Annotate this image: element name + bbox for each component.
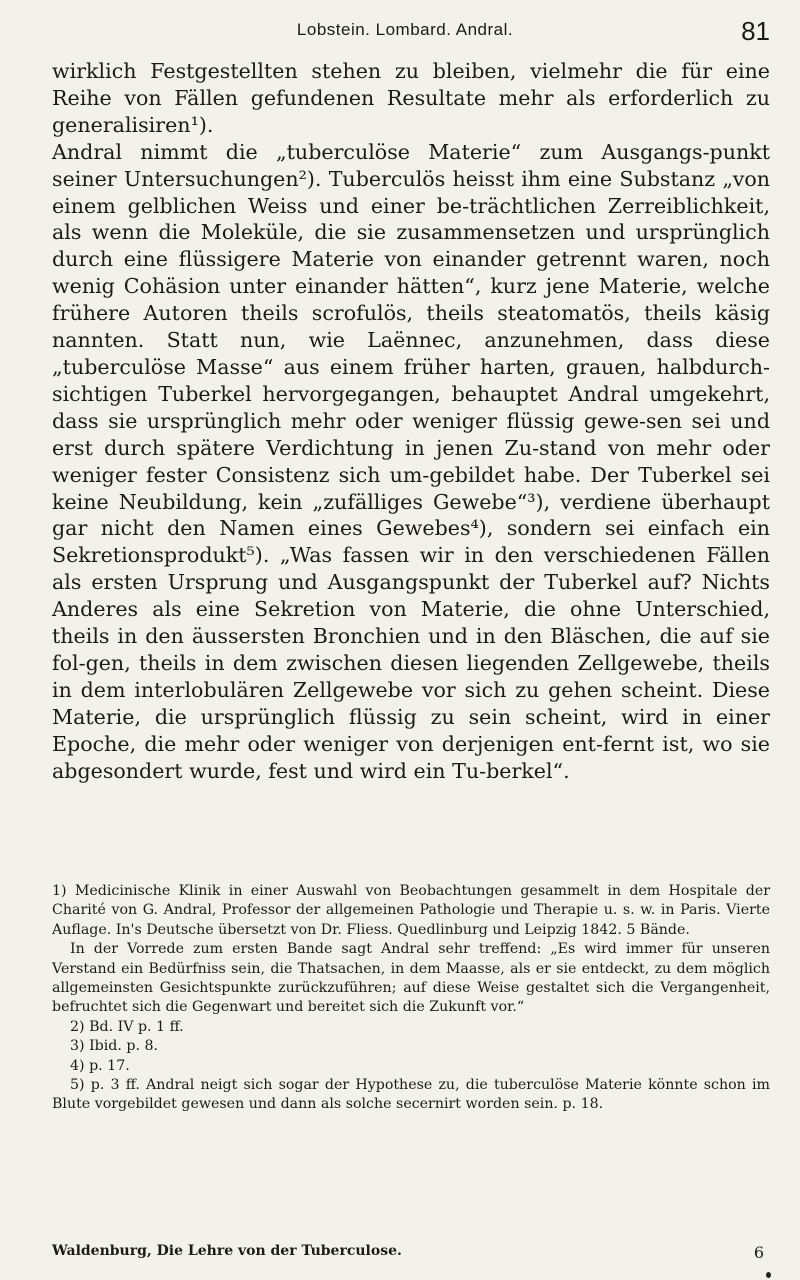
ink-spot: [766, 1272, 771, 1278]
footnote: 1) Medicinische Klinik in einer Auswahl von Beobachtungen gesammelt in dem Hospitale der Charité von G. Andral, Professor der allgemeinen Pathologie und Therapie u. s. w. in Paris. Vierte Auflage. In's Deutsche übersetzt von Dr. Fliess. Quedlinburg und Leipzig 1842. 5 Bände.: [52, 883, 770, 938]
paragraph: wirklich Festgestellten stehen zu bleiben, vielmehr die für eine Reihe von Fällen gefundenen Resultate mehr als erforderlich zu generalisiren¹).: [52, 59, 770, 137]
page-header: [40, 16, 770, 52]
page-number: 81: [741, 16, 770, 46]
running-title: Lobstein. Lombard. Andral.: [296, 20, 514, 39]
footnote: 4) p. 17.: [70, 1057, 130, 1074]
footnote: 5) p. 3 ff. Andral neigt sich sogar der Hypothese zu, die tuberculöse Materie könnte schon im Blute vorgebildet gewesen und dann als solche secernirt worden sein. p. 18.: [52, 1077, 770, 1113]
footnote: 2) Bd. IV p. 1 ff.: [70, 1018, 184, 1035]
sheet-number: 6: [753, 1243, 764, 1262]
page-footer: [52, 1243, 770, 1267]
main-text: [52, 58, 770, 784]
printer-signature: Waldenburg, Die Lehre von der Tuberculose.: [52, 1243, 402, 1259]
paragraph: Andral nimmt die „tuberculöse Materie“ zum Ausgangs-punkt seiner Untersuchungen²). Tuberculös heisst ihm eine Substanz „von einem gelblichen Weiss und einer be-trächtlichen Zerreiblichkeit, als wenn die Moleküle, die sie zusammensetzen und ursprünglich durch eine flüssigere Materie von einander getrennt waren, noch wenig Cohäsion unter einander hätten“, kurz jene Materie, welche frühere Autoren theils scrofulös, theils steatomatös, theils käsig nannten. Statt nun, wie Laënnec, anzunehmen, dass diese „tuberculöse Masse“ aus einem früher harten, grauen, halbdurch-sichtigen Tuberkel hervorgegangen, behauptet Andral umgekehrt, dass sie ursprünglich mehr oder weniger flüssig gewe-sen sei und erst durch spätere Verdichtung in jenen Zu-stand von mehr oder weniger fester Consistenz sich um-gebildet habe. Der Tuberkel sei keine Neubildung, kein „zufälliges Gewebe“³), verdiene überhaupt gar nicht den Namen eines Gewebes⁴), sondern sei einfach ein Sekretionsprodukt⁵). „Was fassen wir in den verschiedenen Fällen als ersten Ursprung und Ausgangspunkt der Tuberkel auf? Nichts Anderes als eine Sekretion von Materie, die ohne Unterschied, theils in den äussersten Bronchien und in den Bläschen, die auf sie fol-gen, theils in dem zwischen diesen liegenden Zellgewebe, theils in dem interlobulären Zellgewebe vor sich zu gehen scheint. Diese Materie, die ursprünglich flüssig zu sein scheint, wird in einer Epoche, die mehr oder weniger von derjenigen ent-fernt ist, wo sie abgesondert wurde, fest und wird ein Tu-berkel“.: [52, 139, 770, 783]
footnotes: [52, 882, 770, 1115]
footnote: 3) Ibid. p. 8.: [70, 1038, 159, 1055]
footnote-continuation: In der Vorrede zum ersten Bande sagt Andral sehr treffend: „Es wird immer für unseren Verstand ein Bedürfniss sein, die Thatsachen, in dem Maasse, als er sie entdeckt, zu dem möglich allgemeinsten Gesichtspunkte zurückzuführen; auf diese Weise gestaltet sich die Vergangenheit, befruchtet sich die Gegenwart und bereitet sich die Zukunft vor.“: [52, 941, 770, 1016]
